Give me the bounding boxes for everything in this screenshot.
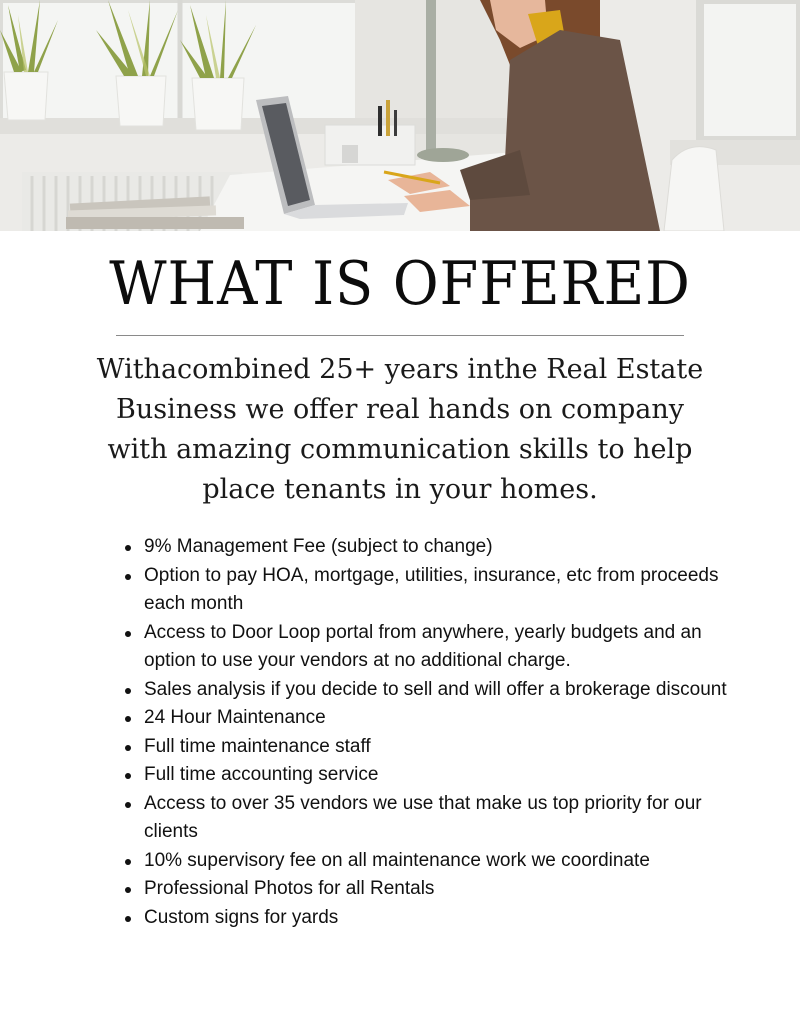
list-item: 10% supervisory fee on all maintenance work we coordinate	[120, 847, 740, 876]
list-item: Full time maintenance staff	[120, 733, 740, 762]
list-item: Sales analysis if you decide to sell and will offer a brokerage discount	[120, 676, 740, 705]
list-item: Custom signs for yards	[120, 904, 740, 933]
office-scene-illustration	[0, 0, 800, 231]
list-item: Professional Photos for all Rentals	[120, 875, 740, 904]
list-item: Option to pay HOA, mortgage, utilities, insurance, etc from proceeds each month	[120, 562, 740, 619]
offer-list	[120, 533, 740, 932]
hero-photo	[0, 0, 800, 231]
list-item: 9% Management Fee (subject to change)	[120, 533, 740, 562]
page-title: WHAT IS OFFERED	[109, 249, 691, 319]
list-item: Full time accounting service	[120, 761, 740, 790]
list-item: Access to Door Loop portal from anywhere, yearly budgets and an option to use your vendors at no additional charge.	[120, 619, 740, 676]
list-item: Access to over 35 vendors we use that make us top priority for our clients	[120, 790, 740, 847]
list-item: 24 Hour Maintenance	[120, 704, 740, 733]
title-divider	[116, 335, 684, 336]
intro-paragraph: Withacombined 25+ years inthe Real Estate Business we offer real hands on company with amazing communication skills to help place tenants in your homes.	[96, 354, 704, 505]
